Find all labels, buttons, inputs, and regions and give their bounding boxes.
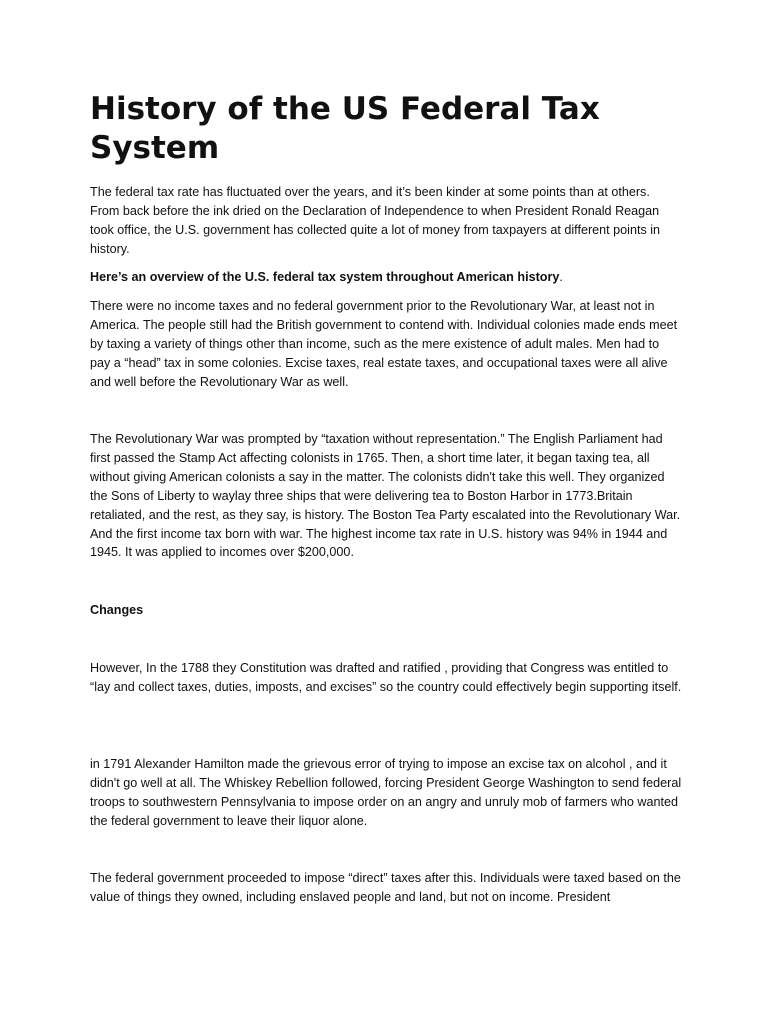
overview-tail-text: . xyxy=(559,270,563,284)
overview-paragraph xyxy=(90,268,682,287)
pre-revolution-paragraph: There were no income taxes and no federal government prior to the Revolutionary War, at least not in America. The people still had the British government to contend with. Individual colonies made ends meet by taxing a variety of things other than income, such as the mere existence of adult males. Men had to pay a “head” tax in some colonies. Excise taxes, real estate taxes, and occupational taxes were all alive and well before the Revolutionary War as well. xyxy=(90,299,678,389)
intro-paragraph: The federal tax rate has fluctuated over the years, and it’s been kinder at some points than at others. From back before the ink dried on the Declaration of Independence to when President Ronald Reagan took office, the U.S. government has collected quite a lot of money from taxpayers at different points in history. xyxy=(90,185,661,256)
revolution-paragraph: The Revolutionary War was prompted by “taxation without representation.” The English Parliament had first passed the Stamp Act affecting colonists in 1765. Then, a short time later, it began taxing tea, all without giving American colonists a say in the matter. The colonists didn't take this well. They organized the Sons of Liberty to waylay three ships that were delivering tea to Boston Harbor in 1773.Britain retaliated, and the rest, as they say, is history. The Boston Tea Party escalated into the Revolutionary War. And the first income tax born with war. The highest income tax rate in U.S. history was 94% in 1944 and 1945. It was applied to incomes over $200,000. xyxy=(90,432,681,560)
hamilton-paragraph: in 1791 Alexander Hamilton made the grievous error of trying to impose an excise tax on alcohol , and it didn't go well at all. The Whiskey Rebellion followed, forcing President George Washington to send federal troops to southwestern Pennsylvania to impose order on an angry and unruly mob of farmers who wanted the federal government to leave their liquor alone. xyxy=(90,757,682,828)
document-title: History of the US Federal Tax System xyxy=(90,91,600,166)
constitution-paragraph: However, In the 1788 they Constitution was drafted and ratified , providing that Congress was entitled to “lay and collect taxes, duties, imposts, and excises” so the country could effectively begin supporting itself. xyxy=(90,661,682,694)
overview-bold-text: Here’s an overview of the U.S. federal tax system throughout American history xyxy=(90,270,560,284)
direct-taxes-paragraph: The federal government proceeded to impose “direct” taxes after this. Individuals were taxed based on the value of things they owned, including enslaved people and land, but not on income. President xyxy=(90,871,681,904)
changes-heading: Changes xyxy=(90,603,144,617)
